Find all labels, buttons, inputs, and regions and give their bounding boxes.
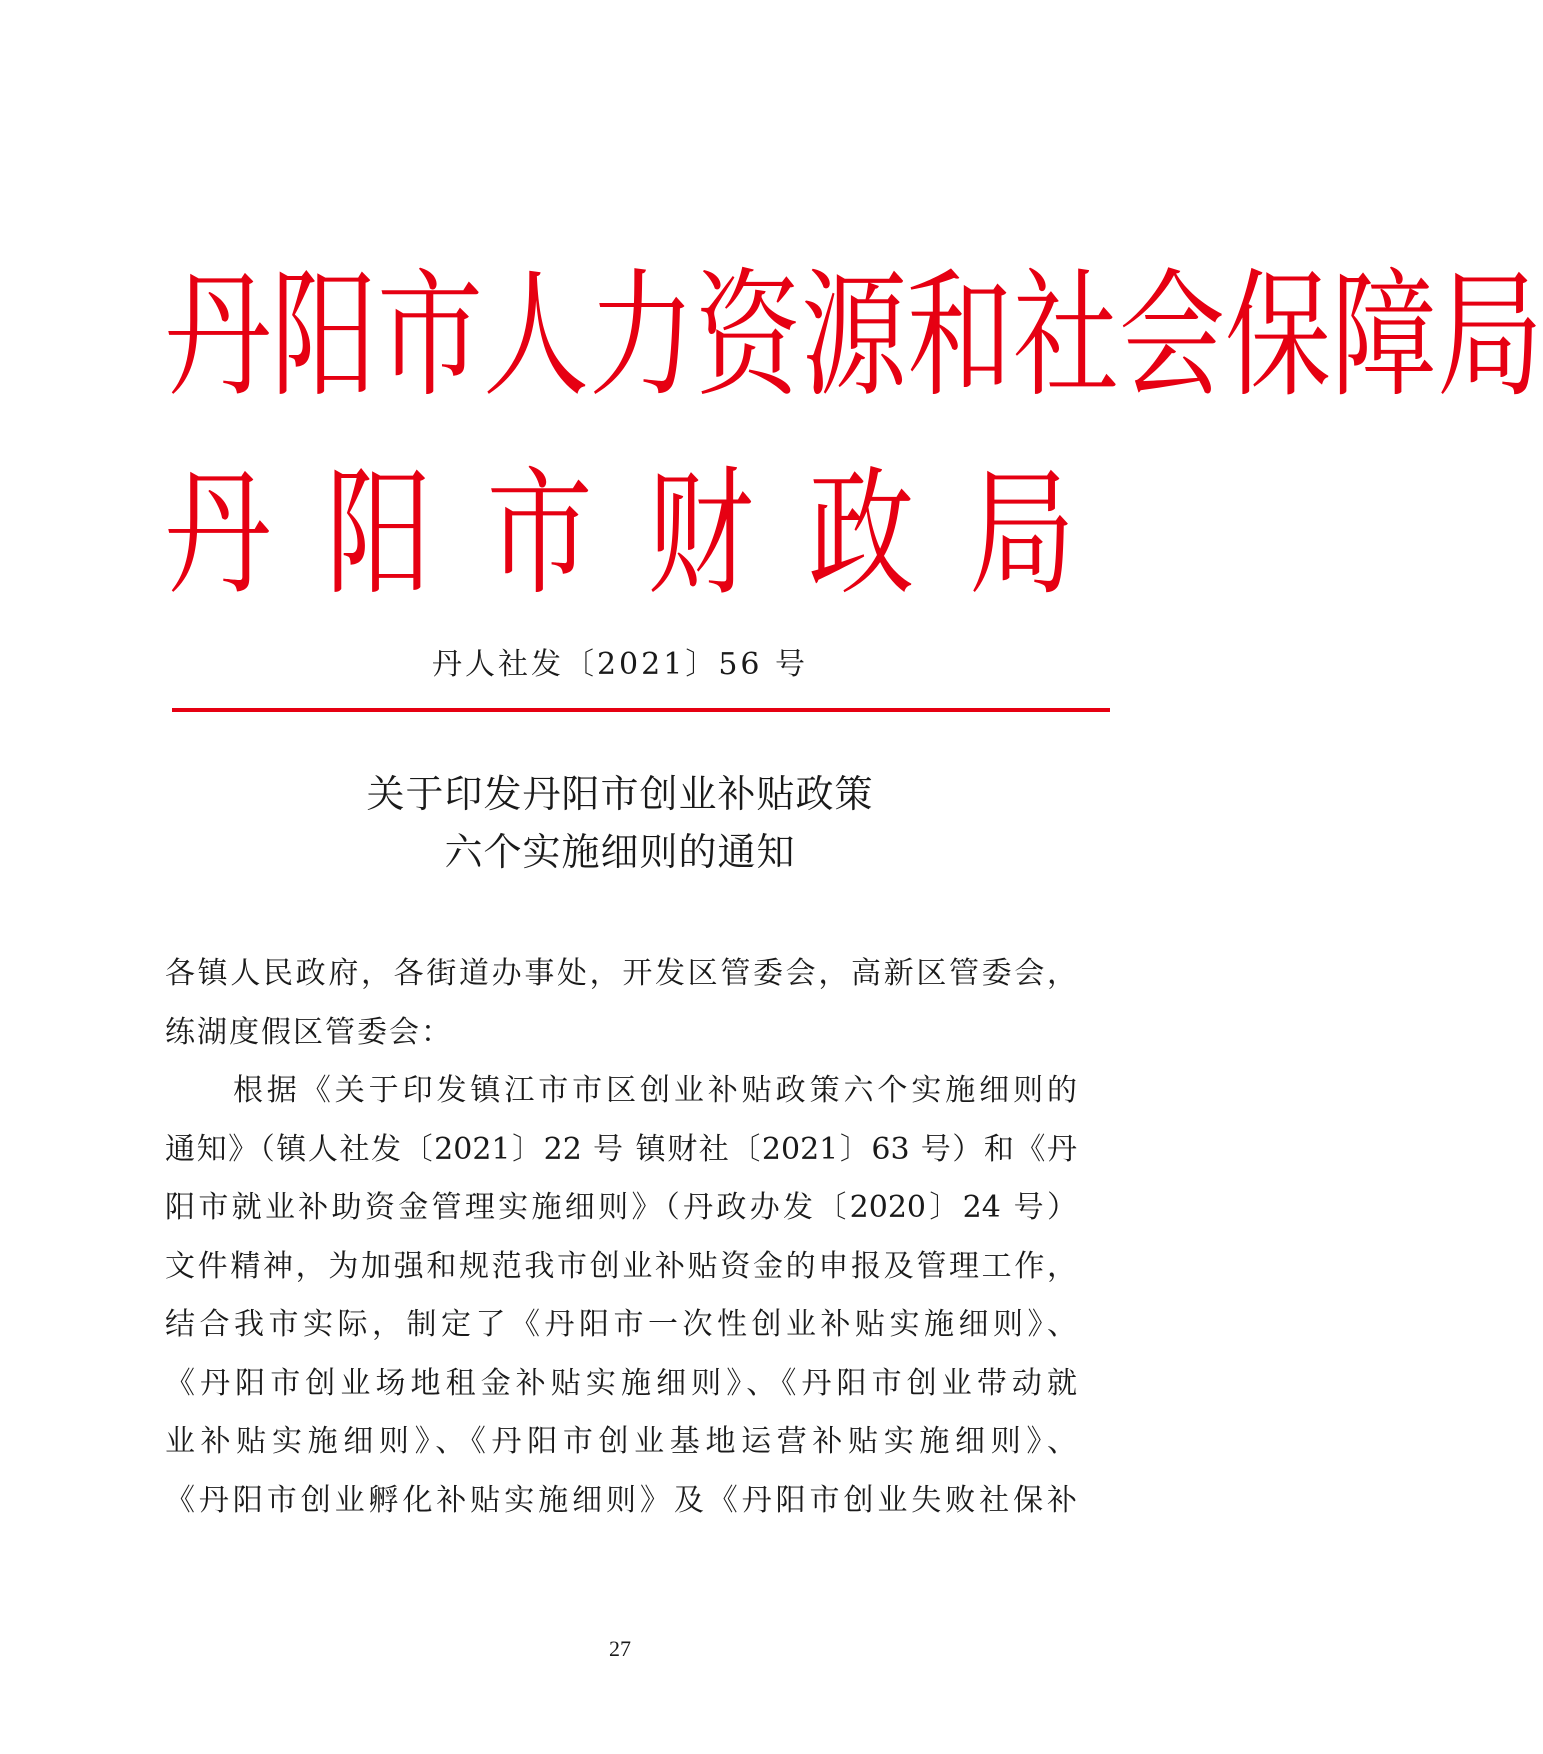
body-text [165, 945, 1077, 1530]
issuer-char: 力 [589, 255, 695, 416]
red-divider-rule [172, 708, 1110, 712]
document-title [0, 765, 1240, 881]
addressee-line-1: 各镇人民政府，各街道办事处，开发区管委会，高新区管委会， [165, 956, 1077, 991]
issuer-line-1 [165, 252, 1543, 421]
paragraph-line: 《丹阳市创业场地租金补贴实施细则》、《丹阳市创业带动就 [165, 1365, 1077, 1401]
issuer-line-2 [165, 450, 1075, 619]
issuer-char: 会 [1119, 255, 1225, 416]
issuer-char: 人 [483, 255, 589, 416]
title-line-2: 六个实施细则的通知 [444, 830, 796, 874]
paragraph-line: 阳市就业补助资金管理实施细则》（丹政办发〔2020〕24 号） [165, 1190, 1077, 1225]
issuer-char: 市 [377, 255, 483, 416]
issuer-char: 丹 [165, 255, 271, 416]
paragraph-line: 业补贴实施细则》、《丹阳市创业基地运营补贴实施细则》、 [165, 1424, 1077, 1459]
issuer-char: 局 [968, 453, 1075, 614]
issuer-char: 政 [808, 453, 915, 614]
paragraph-line: 通知》（镇人社发〔2021〕22 号 镇财社〔2021〕63 号）和《丹 [165, 1131, 1077, 1167]
paragraph-line: 文件精神，为加强和规范我市创业补贴资金的申报及管理工作， [165, 1248, 1077, 1284]
issuer-char: 局 [1437, 255, 1543, 416]
issuer-char: 和 [907, 255, 1013, 416]
issuer-char: 财 [647, 453, 754, 614]
issuer-char: 社 [1013, 255, 1119, 416]
issuer-char: 丹 [165, 453, 271, 614]
issuer-char: 源 [801, 255, 907, 416]
document-number: 丹人社发〔2021〕56 号 [431, 647, 809, 682]
addressee-line-2: 练湖度假区管委会： [165, 1014, 453, 1050]
issuer-name-finance-bureau [165, 450, 1075, 619]
paragraph-line: 结合我市实际，制定了《丹阳市一次性创业补贴实施细则》、 [165, 1307, 1077, 1342]
title-line-1: 关于印发丹阳市创业补贴政策 [366, 772, 874, 816]
issuer-char: 保 [1225, 255, 1331, 416]
issuer-char: 市 [486, 453, 593, 614]
issuer-char: 资 [695, 255, 801, 416]
issuer-name-hr-social-security-bureau [165, 252, 1543, 421]
issuer-char: 阳 [271, 255, 377, 416]
issuer-char: 障 [1331, 255, 1437, 416]
page-number: 27 [609, 1636, 631, 1661]
paragraph-line: 根据《关于印发镇江市市区创业补贴政策六个实施细则的 [233, 1073, 1077, 1108]
paragraph-line: 《丹阳市创业孵化补贴实施细则》及《丹阳市创业失败社保补 [165, 1482, 1077, 1518]
issuer-char: 阳 [325, 453, 432, 614]
